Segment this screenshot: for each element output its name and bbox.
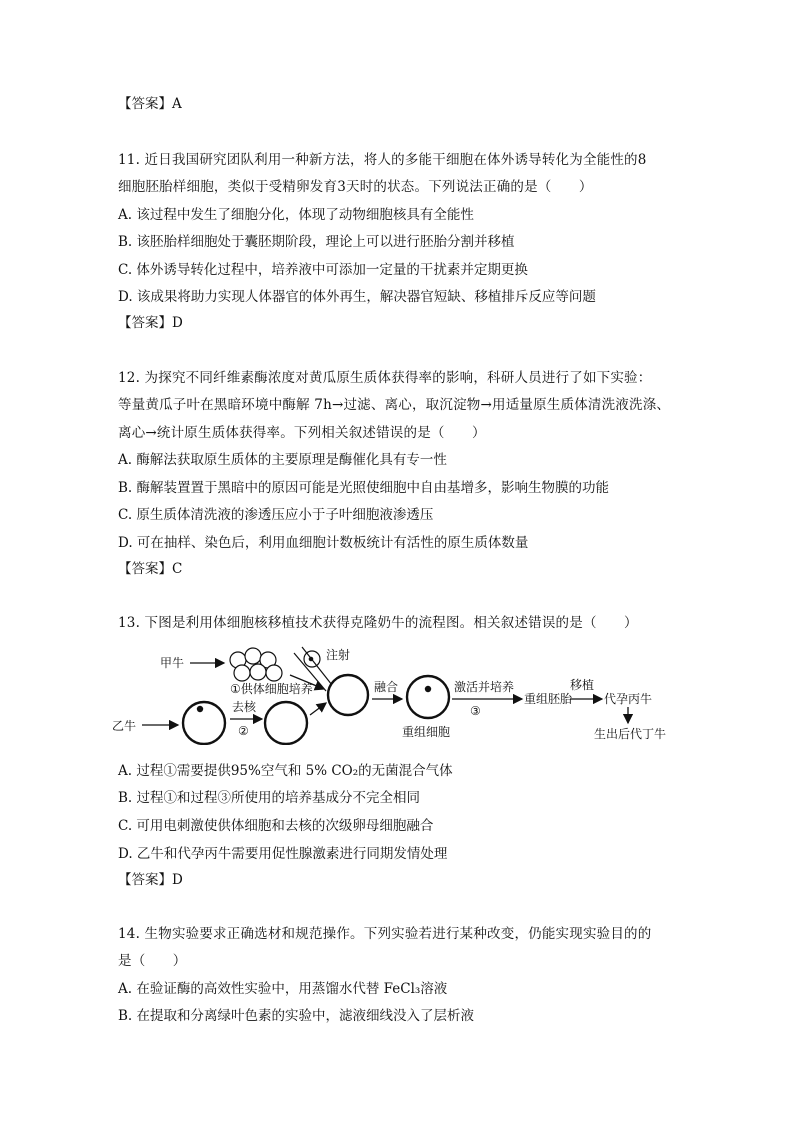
- label-recon-cell: 重组细胞: [402, 725, 451, 739]
- label-inject: 注射: [326, 648, 351, 662]
- q13-option-a: A. 过程①需要提供95%空气和 5% CO₂的无菌混合气体: [118, 763, 453, 779]
- q11-option-d: D. 该成果将助力实现人体器官的体外再生，解决器官短缺、移植排斥反应等问题: [118, 289, 596, 305]
- q12-option-b: B. 酶解装置置于黑暗中的原因可能是光照使细胞中自由基增多，影响生物膜的功能: [118, 480, 610, 496]
- label-step2: ②: [238, 724, 249, 738]
- reconstructed-cell: [407, 676, 449, 718]
- donor-cell-cluster: [230, 648, 282, 681]
- oocyte-nucleus: [197, 706, 203, 712]
- q13-stem-line1: 13. 下图是利用体细胞核移植技术获得克隆奶牛的流程图。相关叙述错误的是（ ）: [118, 615, 638, 631]
- q14-stem-line2: 是（ ）: [118, 953, 187, 969]
- q14-option-b: B. 在提取和分离绿叶色素的实验中，滤液细线没入了层析液: [118, 1008, 475, 1024]
- label-enucleate: 去核: [232, 700, 257, 714]
- q14-stem-line1: 14. 生物实验要求正确选材和规范操作。下列实验若进行某种改变，仍能实现实验目的的: [118, 926, 652, 942]
- q11-option-a: A. 该过程中发生了细胞分化，体现了动物细胞核具有全能性: [118, 207, 474, 223]
- q12-option-a: A. 酶解法获取原生质体的主要原理是酶催化具有专一性: [118, 452, 447, 468]
- label-activate: 激活并培养: [454, 680, 515, 694]
- oocyte-cell: [183, 702, 225, 744]
- label-recon-embryo: 重组胚胎: [524, 692, 573, 706]
- arrow-to-fusion: [310, 703, 326, 715]
- label-fuse: 融合: [374, 680, 399, 694]
- answer-q10: 【答案】A: [118, 96, 182, 112]
- q11-option-c: C. 体外诱导转化过程中，培养液中可添加一定量的干扰素并定期更换: [118, 262, 528, 278]
- label-cow-b: 乙牛: [112, 719, 137, 733]
- answer-q11: 【答案】D: [118, 315, 183, 331]
- answer-q12: 【答案】C: [118, 561, 183, 577]
- q13-option-b: B. 过程①和过程③所使用的培养基成分不完全相同: [118, 790, 421, 806]
- label-step1: ①供体细胞培养: [230, 682, 313, 696]
- q14-option-a: A. 在验证酶的高效性实验中，用蒸馏水代替 FeCl₃溶液: [118, 981, 448, 997]
- answer-q13: 【答案】D: [118, 872, 183, 888]
- q12-stem-line1: 12. 为探究不同纤维素酶浓度对黄瓜原生质体获得率的影响，科研人员进行了如下实验：: [118, 370, 652, 386]
- q12-option-d: D. 可在抽样、染色后，利用血细胞计数板统计有活性的原生质体数量: [118, 535, 529, 551]
- q11-option-b: B. 该胚胎样细胞处于囊胚期阶段，理论上可以进行胚胎分割并移植: [118, 234, 515, 250]
- label-cow-a: 甲牛: [160, 656, 185, 670]
- reconstructed-nucleus: [425, 686, 431, 692]
- label-step3: ③: [470, 704, 481, 718]
- q11-stem-line1: 11. 近日我国研究团队利用一种新方法，将人的多能干细胞在体外诱导转化为全能性的8: [118, 152, 647, 168]
- q12-option-c: C. 原生质体清洗液的渗透压应小于子叶细胞液渗透压: [118, 507, 434, 523]
- enucleated-oocyte: [265, 702, 307, 744]
- label-offspring: 生出后代丁牛: [594, 727, 667, 741]
- q11-stem-line2: 细胞胚胎样细胞，类似于受精卵发育3天时的状态。下列说法正确的是（ ）: [118, 179, 593, 195]
- q13-option-d: D. 乙牛和代孕丙牛需要用促性腺激素进行同期发情处理: [118, 846, 448, 862]
- cloning-flowchart: [112, 645, 672, 745]
- label-transplant: 移植: [570, 678, 595, 692]
- fusion-cell: [328, 675, 368, 715]
- q13-option-c: C. 可用电刺激使供体细胞和去核的次级卵母细胞融合: [118, 818, 434, 834]
- q12-stem-line2: 等量黄瓜子叶在黑暗环境中酶解 7h→过滤、离心，取沉淀物→用适量原生质体清洗液洗涤、: [118, 397, 671, 413]
- q12-stem-line3: 离心→统计原生质体获得率。下列相关叙述错误的是（ ）: [118, 425, 486, 441]
- label-surrogate: 代孕丙牛: [604, 692, 653, 706]
